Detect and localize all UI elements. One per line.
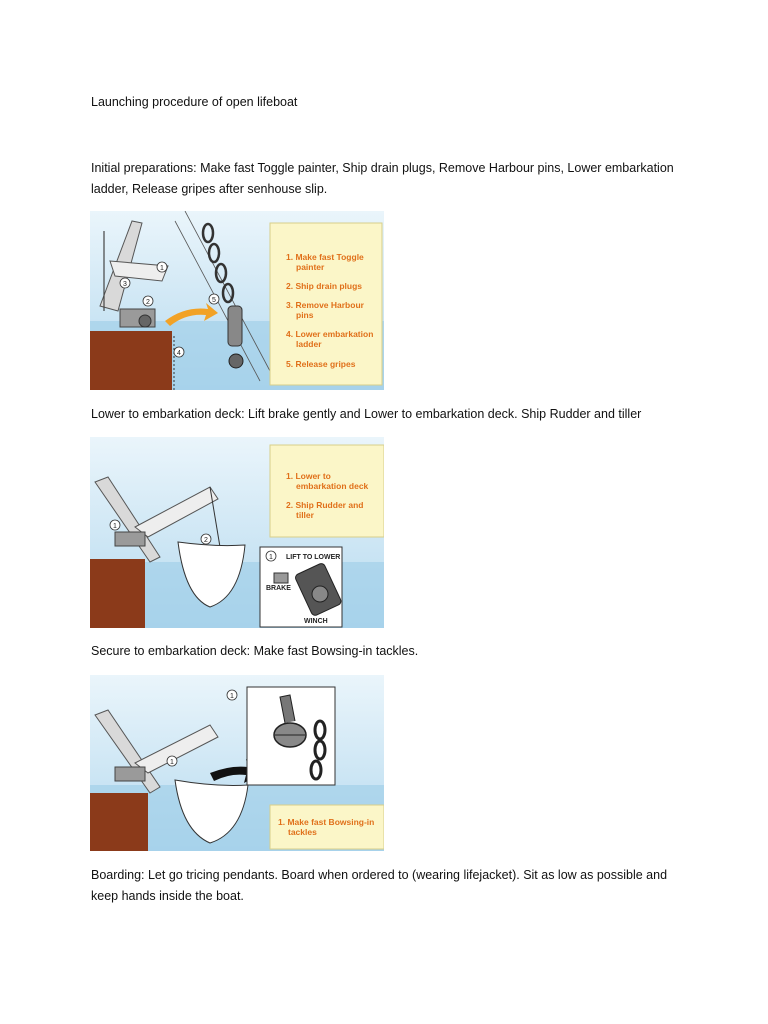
svg-text:1. Lower to: 1. Lower to [286, 471, 331, 481]
svg-text:tiller: tiller [296, 510, 314, 520]
fig2-note-card [270, 445, 384, 537]
svg-text:5: 5 [212, 297, 216, 304]
svg-text:4. Lower embarkation: 4. Lower embarkation [286, 329, 374, 339]
svg-text:1: 1 [170, 759, 174, 766]
para-secure-to-embarkation: Secure to embarkation deck: Make fast Bowsing-in tackles. [91, 644, 419, 658]
para-initial-preparations: Initial preparations: Make fast Toggle painter, Ship drain plugs, Remove Harbour pins, Lower embarkation ladder, Release gripes after senhouse slip. [91, 161, 674, 196]
svg-text:1: 1 [269, 554, 273, 561]
svg-text:5. Release gripes: 5. Release gripes [286, 359, 356, 369]
svg-text:2. Ship Rudder and: 2. Ship Rudder and [286, 500, 364, 510]
svg-text:LIFT TO LOWER: LIFT TO LOWER [286, 554, 341, 561]
svg-text:2: 2 [146, 299, 150, 306]
svg-text:3: 3 [123, 281, 127, 288]
figure-secure-to-embarkation [90, 675, 384, 851]
svg-text:2: 2 [204, 537, 208, 544]
svg-text:3. Remove Harbour: 3. Remove Harbour [286, 300, 364, 310]
para-boarding: Boarding: Let go tricing pendants. Board when ordered to (wearing lifejacket). Sit as low as possible and keep hands inside the boat. [91, 868, 668, 903]
svg-text:WINCH: WINCH [304, 618, 328, 625]
ship-hull [90, 793, 148, 851]
svg-text:1: 1 [160, 265, 164, 272]
para-lower-to-embarkation: Lower to embarkation deck: Lift brake gently and Lower to embarkation deck. Ship Rudder and tiller [91, 407, 642, 421]
svg-text:ladder: ladder [296, 339, 322, 349]
svg-text:1. Make fast Bowsing-in: 1. Make fast Bowsing-in [278, 817, 375, 827]
svg-text:BRAKE: BRAKE [266, 585, 291, 592]
svg-text:1. Make fast Toggle: 1. Make fast Toggle [286, 252, 364, 262]
svg-text:1: 1 [230, 693, 234, 700]
ship-hull [90, 331, 172, 390]
doc-title: Launching procedure of open lifeboat [91, 95, 298, 109]
svg-text:tackles: tackles [288, 827, 317, 837]
svg-text:1: 1 [113, 523, 117, 530]
ship-hull [90, 559, 145, 628]
svg-text:embarkation deck: embarkation deck [296, 481, 369, 491]
svg-text:2. Ship drain plugs: 2. Ship drain plugs [286, 281, 363, 291]
svg-text:pins: pins [296, 310, 314, 320]
svg-text:4: 4 [177, 350, 181, 357]
figure-initial-preparations [90, 211, 384, 390]
figure-lower-to-embarkation [90, 437, 384, 628]
svg-text:painter: painter [296, 262, 325, 272]
